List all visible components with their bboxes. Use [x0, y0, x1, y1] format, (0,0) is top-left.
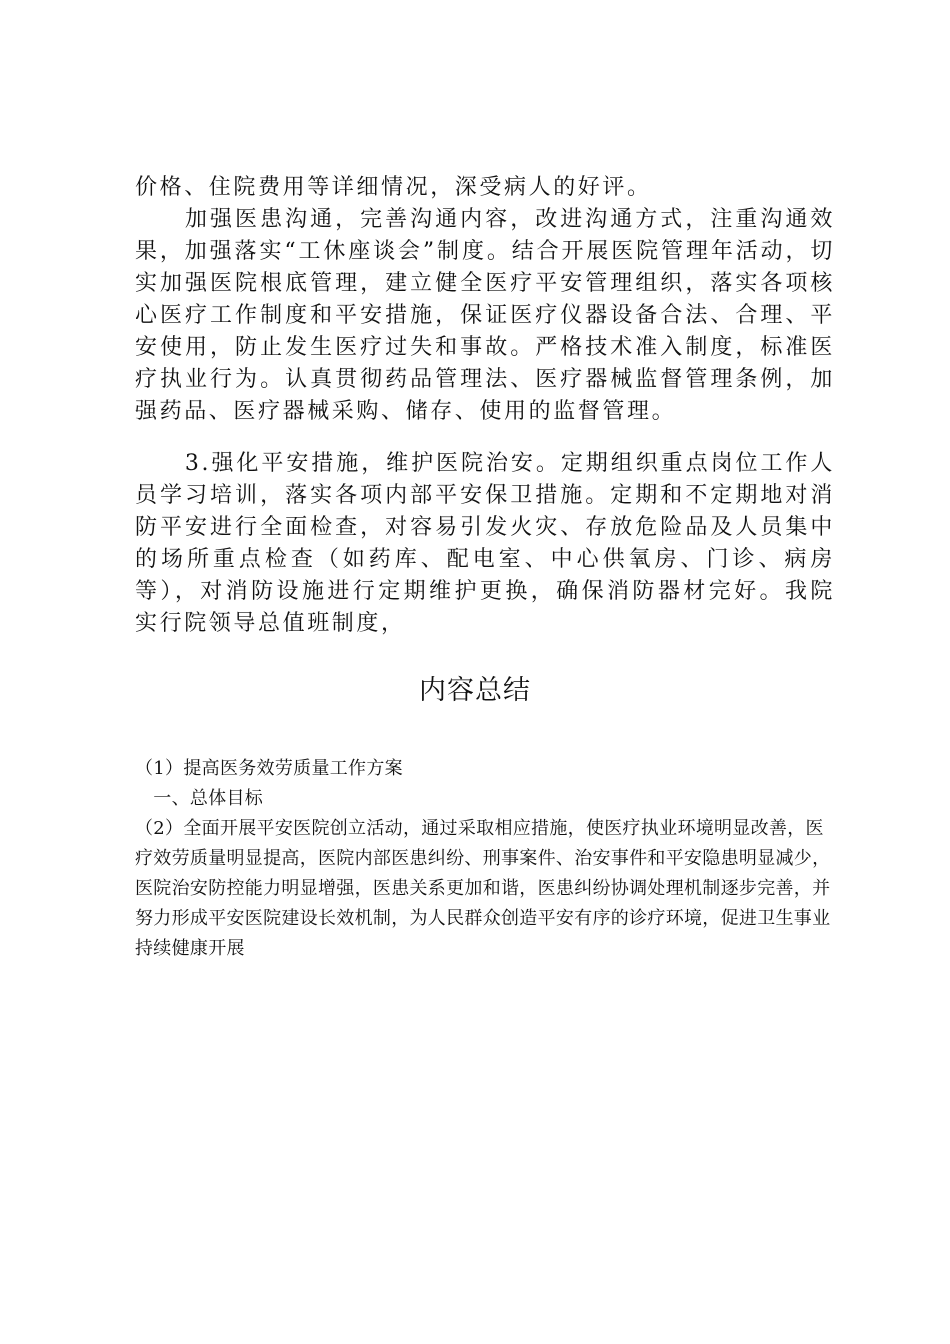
summary-item-1: （1）提高医务效劳质量工作方案: [135, 758, 403, 779]
summary-item-1-sub: 一、总体目标: [135, 788, 264, 809]
summary-title: 内容总结: [419, 675, 531, 706]
summary-item-2: （2）全面开展平安医院创立活动，通过采取相应措施，使医疗执业环境明显改善，医疗效劳质量明显提高，医院内部医患纠纷、刑事案件、治安事件和平安隐患明显减少，医院治安防控能力明显增强，医患关系更加和谐，医患纠纷协调处理机制逐步完善，并努力形成平安医院建设长效机制，为人民群众创造平安有序的诊疗环境，促进卫生事业持续健康开展: [135, 818, 831, 959]
security-paragraph: 3.强化平安措施，维护医院治安。定期组织重点岗位工作人员学习培训，落实各项内部平安保卫措施。定期和不定期地对消防平安进行全面检查，对容易引发火灾、存放危险品及人员集中的场所重点检查（如药库、配电室、中心供氧房、门诊、病房等），对消防设施进行定期维护更换，确保消防器材完好。我院实行院领导总值班制度，: [135, 451, 835, 636]
body-section-security: [135, 448, 835, 640]
intro-tail-paragraph: 价格、住院费用等详细情况，深受病人的好评。: [135, 175, 652, 200]
communication-paragraph: 加强医患沟通，完善沟通内容，改进沟通方式，注重沟通效果，加强落实“工休座谈会”制度。结合开展医院管理年活动，切实加强医院根底管理，建立健全医疗平安管理组织，落实各项核心医疗工作制度和平安措施，保证医疗仪器设备合法、合理、平安使用，防止发生医疗过失和事故。严格技术准入制度，标准医疗执业行为。认真贯彻药品管理法、医疗器械监督管理条例，加强药品、医疗器械采购、储存、使用的监督管理。: [135, 207, 835, 424]
body-section-top: [135, 172, 835, 428]
summary-section: [135, 754, 835, 964]
